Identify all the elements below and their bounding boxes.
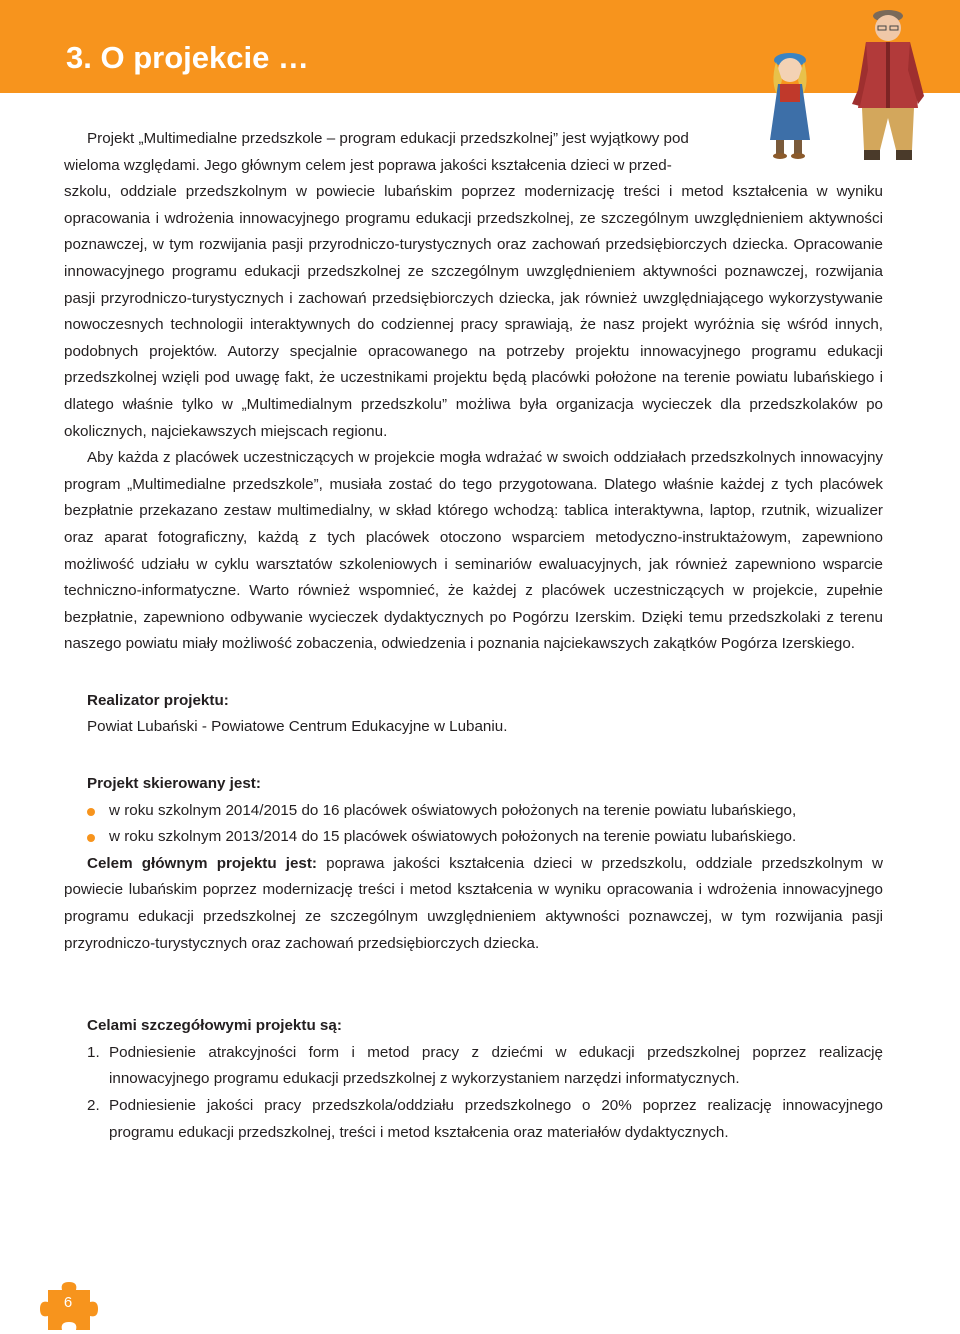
skierowany-section: [64, 771, 883, 851]
bullet-dot-icon: [87, 808, 95, 816]
article-body: [64, 126, 883, 1146]
main-goal-heading: Celem głównym projektu jest:: [87, 854, 317, 872]
realizator-section: [64, 688, 883, 741]
list-item: [64, 1093, 883, 1146]
list-item: [87, 824, 883, 851]
list-item-text: Podniesienie atrakcyjności form i metod pracy z dziećmi w edukacji przedszkolnej poprzez realizację innowacyjnego programu edukacji przedszkolnej z wykorzystaniem narzędzi informatycznych.: [109, 1043, 883, 1088]
list-item-number: 1.: [87, 1043, 100, 1061]
intro-paragraph-continued: [64, 153, 883, 446]
list-item: [87, 798, 883, 825]
list-item: [64, 1040, 883, 1093]
main-goal-paragraph: [64, 851, 883, 957]
detailed-goals-heading: Celami szczegółowymi projektu są:: [87, 1017, 342, 1035]
main-goal-text: poprawa jakości kształcenia dzieci w przedszkolu, oddziale przedszkolnym w powiecie lubańskim poprzez modernizację treści i metod kształcenia w wyniku opracowania i wdrożenia innowacyjnego programu edukacji przedszkolnej ze szczególnym uwzględnieniem aktywności poznawczej, w tym rozwijania pasji przyrodniczo-turystycznych oraz zachowań przedsiębiorczych dziecka.: [64, 854, 883, 952]
list-item-text: w roku szkolnym 2013/2014 do 15 placówek oświatowych położonych na terenie powiatu lubańskiego.: [109, 828, 797, 846]
list-item-text: Podniesienie jakości pracy przedszkola/oddziału przedszkolnego o 20% poprzez realizację innowacyjnego programu edukacji przedszkolnej, treści i metod kształcenia oraz materiałów dydaktycznych.: [109, 1097, 883, 1141]
bullet-dot-icon: [87, 834, 95, 842]
realizator-text: Powiat Lubański - Powiatowe Centrum Edukacyjne w Lubaniu.: [87, 718, 508, 736]
intro-line-2: wieloma względami. Jego głównym celem jest poprawa jakości kształcenia dzieci w przed-: [64, 156, 672, 174]
skierowany-list: [64, 798, 883, 851]
page-title: 3. O projekcie …: [66, 40, 309, 75]
skierowany-heading: Projekt skierowany jest:: [87, 775, 261, 793]
intro-line-1: Projekt „Multimedialne przedszkole – program edukacji przedszkolnej” jest wyjątkowy pod: [87, 130, 689, 147]
paragraph-2: Aby każda z placówek uczestniczących w projekcie mogła wdrażać w swoich oddziałach przedszkolnych innowacyjny program „Multimedialne przedszkole”, musiała zostać do tego przygotowana. Dlatego właśnie każdej z tych placówek bezpłatnie przekazano zestaw multimedialny, w skład którego wchodzą: tablica interaktywna, laptop, rzutnik, wizualizer oraz aparat fotograficzny, każdą z tych placówek otoczono wsparciem metodyczno-instruktażowym, zapewniono możliwość udziału w cyklu warsztatów szkoleniowych i seminariów ewaluacyjnych, jak również zapewniono wsparcie techniczno-informatyczne. Warto również wspomnieć, że każdej z placówek uczestniczących w projekcie, zupełnie bezpłatnie, zapewniono odbywanie wycieczek dydaktycznych po Pogórzu Izerskim. Dzięki temu przedszkolaki z terenu naszego powiatu miały możliwość zobaczenia, odwiedzenia i poznania najciekawszych zakątków Pogórza Izerskiego.: [64, 449, 883, 653]
intro-paragraph: [64, 126, 883, 153]
detailed-goals-section: [64, 1013, 883, 1146]
intro-rest: szkolu, oddziale przedszkolnym w powiecie lubańskim poprzez modernizację treści i metod kształcenia w wyniku opracowania i wdrożenia innowacyjnego programu edukacji przedszkolnej, ze szczególnym uwzględnieniem aktywności poznawczej, w tym rozwijania pasji przyrodniczo-turystycznych oraz zachowań przedsiębiorczych dziecka. Opracowanie innowacyjnego programu edukacji przedszkolnej ze szczególnym uwzględnieniem aktywności poznawczej, rozwijania pasji przyrodniczo-turystycznych i zachowań przedsiębiorczych dziecka, jak również uwzględniającego wykorzystywanie nowoczesnych technologii interaktywnych do codziennej pracy sprawiają, że nasz projekt wyróżnia się wśród innych, podobnych projektów. Autorzy specjalnie opracowanego na potrzeby projektu innowacyjnego programu edukacji przedszkolnej wzięli pod uwagę fakt, że uczestnikami projektu będą placówki położone na terenie powiatu lubańskiego i dlatego właśnie tylko w „Multimedialnym przedszkolu” możliwa była organizacja wycieczek dla przedszkolaków po okolicznych, najciekawszych miejscach regionu.: [64, 183, 883, 440]
page-number: 6: [63, 1294, 73, 1311]
realizator-heading: Realizator projektu:: [87, 691, 229, 709]
list-item-number: 2.: [87, 1097, 100, 1114]
list-item-text: w roku szkolnym 2014/2015 do 16 placówek oświatowych położonych na terenie powiatu lubańskiego,: [109, 801, 797, 819]
detailed-goals-list: [64, 1040, 883, 1146]
